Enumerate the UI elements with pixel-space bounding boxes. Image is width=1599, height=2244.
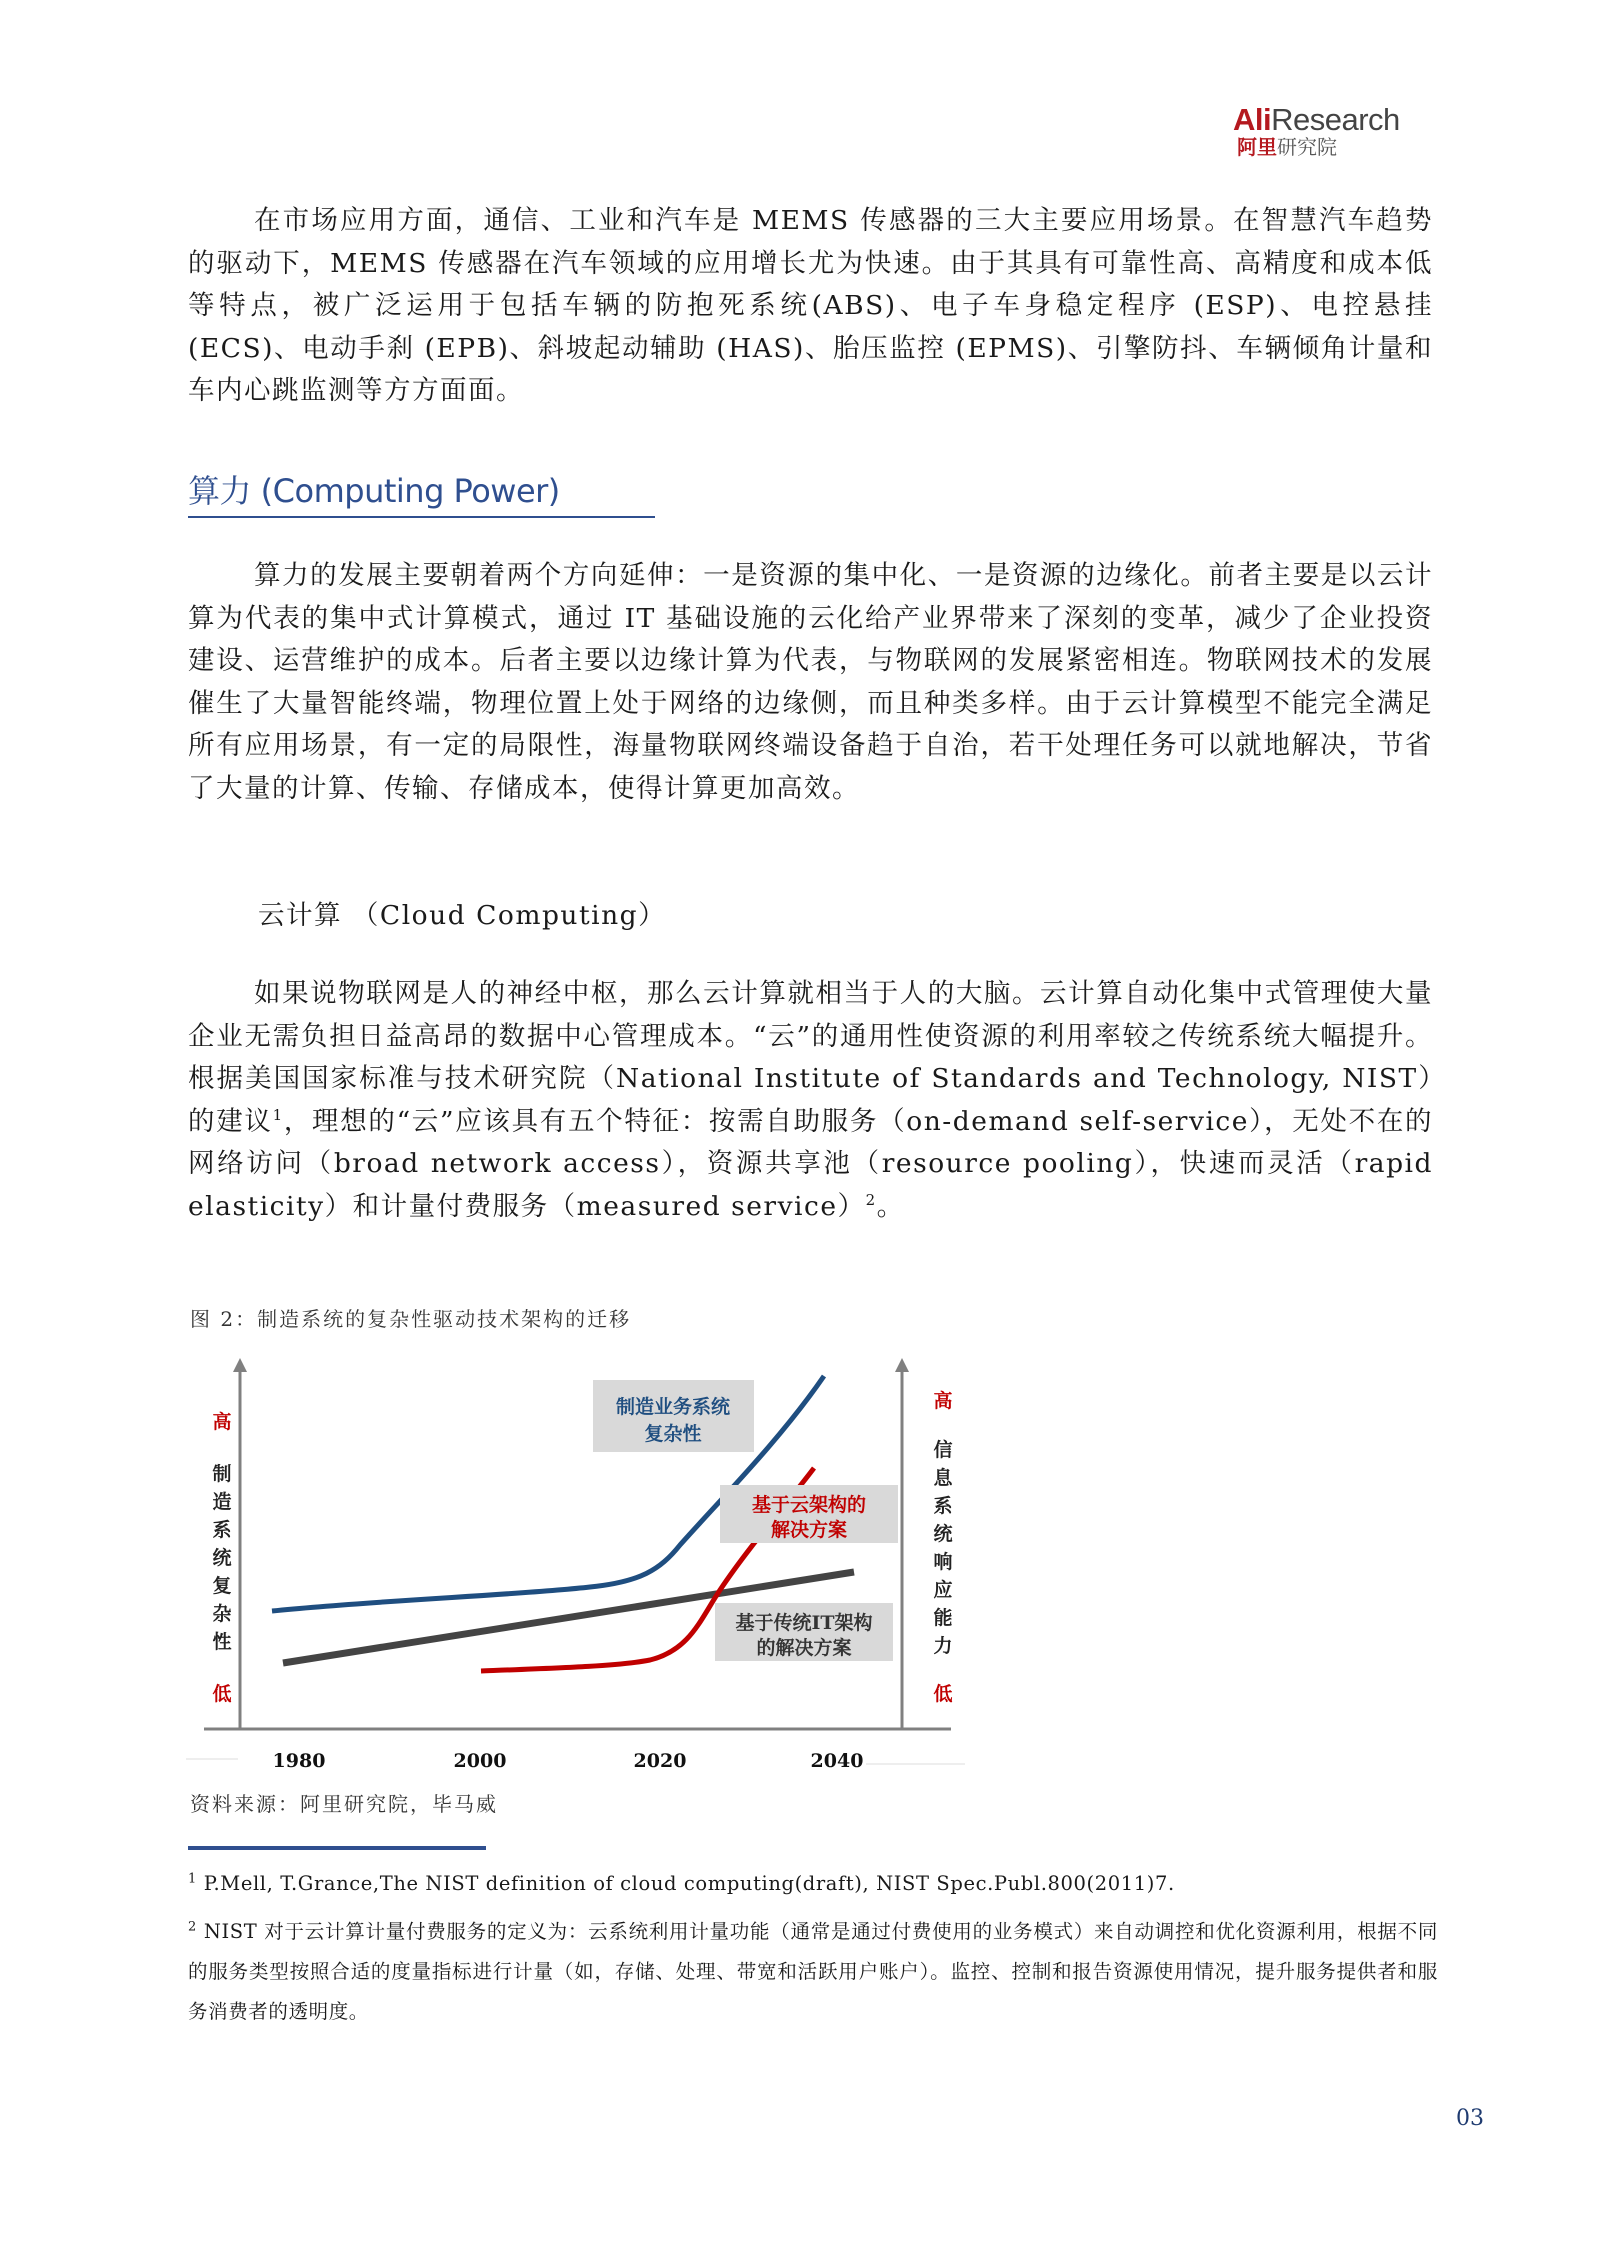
svg-text:2020: 2020 <box>633 1750 687 1772</box>
cloud-text-part1: 如果说物联网是人的神经中枢，那么云计算就相当于人的大脑。云计算自动化集中式管理使大量企业无需负担日益高昂的数据中心管理成本。“云”的通用性使资源的利用率较之传统系统大幅提升。根据美国国家标准与技术研究院（National Institute of Standards and Technology, NIST）的建议 <box>188 978 1433 1137</box>
right-axis-label <box>933 1438 953 1657</box>
logo-cn-gray-text: 研究院 <box>1277 135 1337 159</box>
footnote-divider <box>188 1846 486 1850</box>
footnote-2-number: 2 <box>188 1919 197 1935</box>
architecture-migration-chart <box>180 1355 980 1785</box>
left-axis-low: 低 <box>212 1683 232 1705</box>
svg-text:性: 性 <box>212 1631 232 1653</box>
section-title-underline <box>188 516 655 518</box>
figure-caption: 图 2：制造系统的复杂性驱动技术架构的迁移 <box>190 1307 632 1331</box>
footnote-ref-1[interactable]: 1 <box>272 1105 284 1124</box>
label-manufacturing-complexity <box>593 1380 754 1452</box>
svg-text:力: 力 <box>933 1635 953 1657</box>
right-axis-low: 低 <box>933 1683 953 1705</box>
footnote-1-text: P.Mell, T.Grance,The NIST definition of cloud computing(draft), NIST Spec.Publ.800(2011)7. <box>203 1872 1175 1895</box>
section-title-computing-power: 算力 (Computing Power) <box>188 472 560 510</box>
svg-text:息: 息 <box>933 1467 953 1489</box>
left-axis-high: 高 <box>212 1411 232 1433</box>
svg-text:解决方案: 解决方案 <box>770 1519 848 1541</box>
logo-ali-text: Ali <box>1233 102 1272 137</box>
svg-text:基于云架构的: 基于云架构的 <box>751 1494 867 1516</box>
subsection-title-cloud-computing: 云计算 （Cloud Computing） <box>258 900 667 931</box>
svg-text:统: 统 <box>933 1523 953 1545</box>
paragraph-mems: 在市场应用方面，通信、工业和汽车是 MEMS 传感器的三大主要应用场景。在智慧汽车趋势的驱动下，MEMS 传感器在汽车领域的应用增长尤为快速。由于其具有可靠性高、高精度和成本低等特点，被广泛运用于包括车辆的防抱死系统(ABS)、电子车身稳定程序 (ESP)、电控悬挂 (ECS)、电动手刹 (EPB)、斜坡起动辅助 (HAS)、胎压监控 (EPMS)、引擎防抖、车辆倾角计量和车内心跳监测等方方面面。 <box>188 205 1433 406</box>
label-cloud-solution <box>720 1485 898 1543</box>
svg-text:的解决方案: 的解决方案 <box>756 1637 852 1659</box>
svg-text:系: 系 <box>933 1495 953 1517</box>
paragraph-cloud-computing <box>188 973 1433 1228</box>
left-axis-arrow-icon <box>233 1358 247 1372</box>
footnote-1-number: 1 <box>188 1871 197 1887</box>
paragraph-computing: 算力的发展主要朝着两个方向延伸：一是资源的集中化、一是资源的边缘化。前者主要是以云计算为代表的集中式计算模式，通过 IT 基础设施的云化给产业界带来了深刻的变革，减少了企业投资建设、运营维护的成本。后者主要以边缘计算为代表，与物联网的发展紧密相连。物联网技术的发展催生了大量智能终端，物理位置上处于网络的边缘侧，而且种类多样。由于云计算模型不能完全满足所有应用场景，有一定的局限性，海量物联网终端设备趋于自治，若干处理任务可以就地解决，节省了大量的计算、传输、存储成本，使得计算更加高效。 <box>188 560 1433 804</box>
svg-text:造: 造 <box>212 1491 232 1513</box>
svg-text:能: 能 <box>933 1607 953 1629</box>
svg-text:基于传统IT架构: 基于传统IT架构 <box>735 1612 873 1634</box>
right-axis-arrow-icon <box>895 1358 909 1372</box>
figure-source: 资料来源：阿里研究院，毕马威 <box>190 1792 498 1816</box>
svg-text:信: 信 <box>933 1439 953 1461</box>
svg-text:2040: 2040 <box>810 1750 864 1772</box>
footnote-1 <box>188 1864 1438 1904</box>
svg-text:应: 应 <box>933 1579 953 1601</box>
left-axis-label <box>212 1462 231 1653</box>
svg-text:1980: 1980 <box>272 1750 326 1772</box>
cloud-text-part2: ，理想的“云”应该具有五个特征：按需自助服务（on-demand self-service），无处不在的网络访问（broad network access），资源共享池（resource pooling），快速而灵活（rapid elasticity）和计量付费服务（measured service） <box>188 1105 1434 1222</box>
x-axis-ticks <box>273 1750 864 1772</box>
svg-text:复: 复 <box>212 1575 232 1597</box>
svg-text:响: 响 <box>933 1551 953 1573</box>
footnote-2 <box>188 1912 1438 2032</box>
footnote-2-text: NIST 对于云计算计量付费服务的定义为：云系统利用计量功能（通常是通过付费使用的业务模式）来自动调控和优化资源利用，根据不同的服务类型按照合适的度量指标进行计量（如，存储、处理、带宽和活跃用户账户）。监控、控制和报告资源使用情况，提升服务提供者和服务消费者的透明度。 <box>188 1920 1438 2023</box>
svg-text:系: 系 <box>212 1519 232 1541</box>
cloud-text-part3: 。 <box>876 1190 905 1222</box>
svg-text:制造业务系统: 制造业务系统 <box>615 1396 731 1418</box>
label-traditional-it-solution <box>715 1603 893 1661</box>
aliresearch-logo <box>1233 104 1433 158</box>
svg-text:制: 制 <box>212 1463 232 1485</box>
svg-text:统: 统 <box>212 1547 232 1569</box>
svg-text:杂: 杂 <box>212 1603 232 1625</box>
footnote-ref-2[interactable]: 2 <box>865 1190 877 1209</box>
svg-text:复杂性: 复杂性 <box>644 1423 702 1445</box>
svg-text:2000: 2000 <box>453 1750 507 1772</box>
right-axis-high: 高 <box>933 1390 953 1412</box>
logo-cn-red-text: 阿里 <box>1237 135 1277 159</box>
page-number: 03 <box>1456 2106 1484 2131</box>
logo-research-text: Research <box>1271 102 1400 137</box>
